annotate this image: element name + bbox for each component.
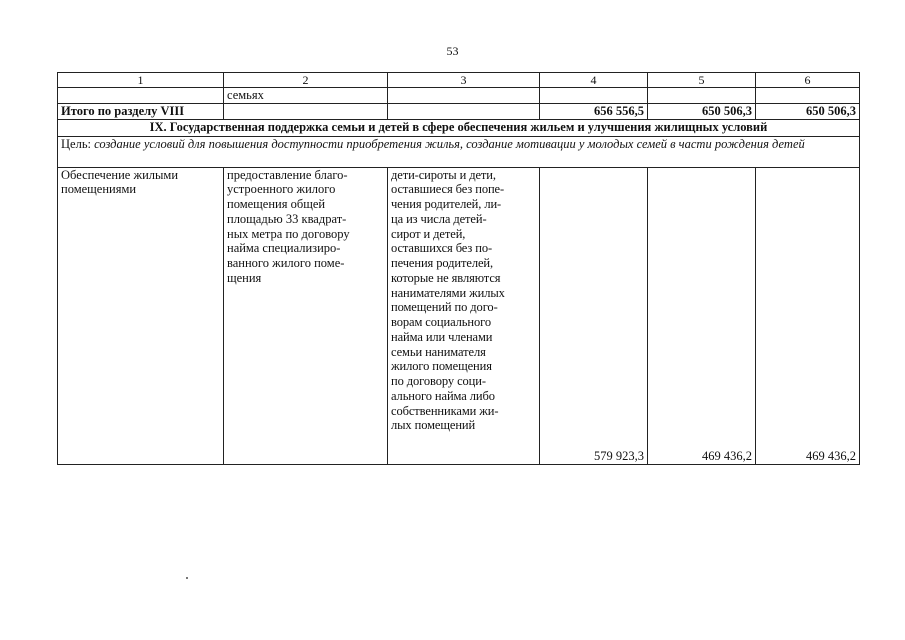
goal-text: создание условий для повышения доступности приобретения жилья, создание мотивации у молодых семей в части рождения детей [94, 136, 805, 151]
total-label: Итого по разделу VIII [58, 103, 224, 119]
scan-speck [186, 577, 188, 579]
text-line: оставшиеся без попе- [391, 182, 505, 197]
text-line: предоставление благо- [227, 167, 348, 182]
text-line: помещения общей [227, 197, 326, 212]
page-number: 53 [446, 44, 459, 58]
text-line: дети-сироты и дети, [391, 167, 496, 182]
text-line: щения [227, 270, 262, 285]
total-cell-2 [224, 103, 388, 119]
text-line: ца из числа детей- [391, 211, 487, 226]
goal-row [58, 136, 860, 167]
text-line: устроенного жилого [227, 182, 336, 197]
carry-cell-4 [540, 88, 648, 104]
carry-cell-3 [388, 88, 540, 104]
text-line: собственниками жи- [391, 403, 499, 418]
goal-cell [58, 136, 860, 167]
column-header: 2 [224, 73, 388, 88]
measure-description [224, 167, 388, 464]
column-header: 4 [540, 73, 648, 88]
total-cell-3 [388, 103, 540, 119]
text-line: ального найма либо [391, 388, 495, 403]
text-line: ных метра по договору [227, 226, 350, 241]
column-header: 5 [648, 73, 756, 88]
row-value-5: 469 436,2 [648, 167, 756, 464]
column-header: 3 [388, 73, 540, 88]
carry-over-row [58, 88, 860, 104]
text-line: лых помещений [391, 418, 476, 433]
section-heading-row [58, 119, 860, 136]
text-line: нанимателями жилых [391, 285, 505, 300]
column-header-row [58, 73, 860, 88]
row-value-4: 579 923,3 [540, 167, 648, 464]
text-line: семьи нанимателя [391, 344, 486, 359]
text-line: ворам социального [391, 315, 491, 330]
text-line: печения родителей, [391, 256, 494, 271]
total-value-5: 650 506,3 [648, 103, 756, 119]
carry-cell-1 [58, 88, 224, 104]
column-header: 1 [58, 73, 224, 88]
text-line: найма специализиро- [227, 241, 341, 256]
text-line: площадью 33 квадрат- [227, 211, 347, 226]
row-value-6: 469 436,2 [756, 167, 860, 464]
goal-prefix: Цель: [61, 136, 95, 151]
text-line: которые не являются [391, 270, 501, 285]
section-title: IX. Государственная поддержка семьи и детей в сфере обеспечения жильем и улучшения жилищных условий [58, 119, 860, 136]
text-line: жилого помещения [391, 359, 492, 374]
column-header: 6 [756, 73, 860, 88]
section-total-row [58, 103, 860, 119]
total-value-4: 656 556,5 [540, 103, 648, 119]
text-line: оставшихся без по- [391, 241, 493, 256]
recipient-category [388, 167, 540, 464]
budget-table [57, 72, 860, 465]
text-line: помещений по дого- [391, 300, 498, 315]
text-line: ванного жилого поме- [227, 256, 345, 271]
carry-cell-2: семьях [224, 88, 388, 104]
carry-cell-5 [648, 88, 756, 104]
text-line: найма или членами [391, 329, 493, 344]
carry-cell-6 [756, 88, 860, 104]
text-line: по договору соци- [391, 374, 486, 389]
text-line: сирот и детей, [391, 226, 466, 241]
text-line: чения родителей, ли- [391, 197, 502, 212]
table-row [58, 167, 860, 464]
total-value-6: 650 506,3 [756, 103, 860, 119]
measure-name: Обеспечение жилыми помещениями [58, 167, 224, 464]
